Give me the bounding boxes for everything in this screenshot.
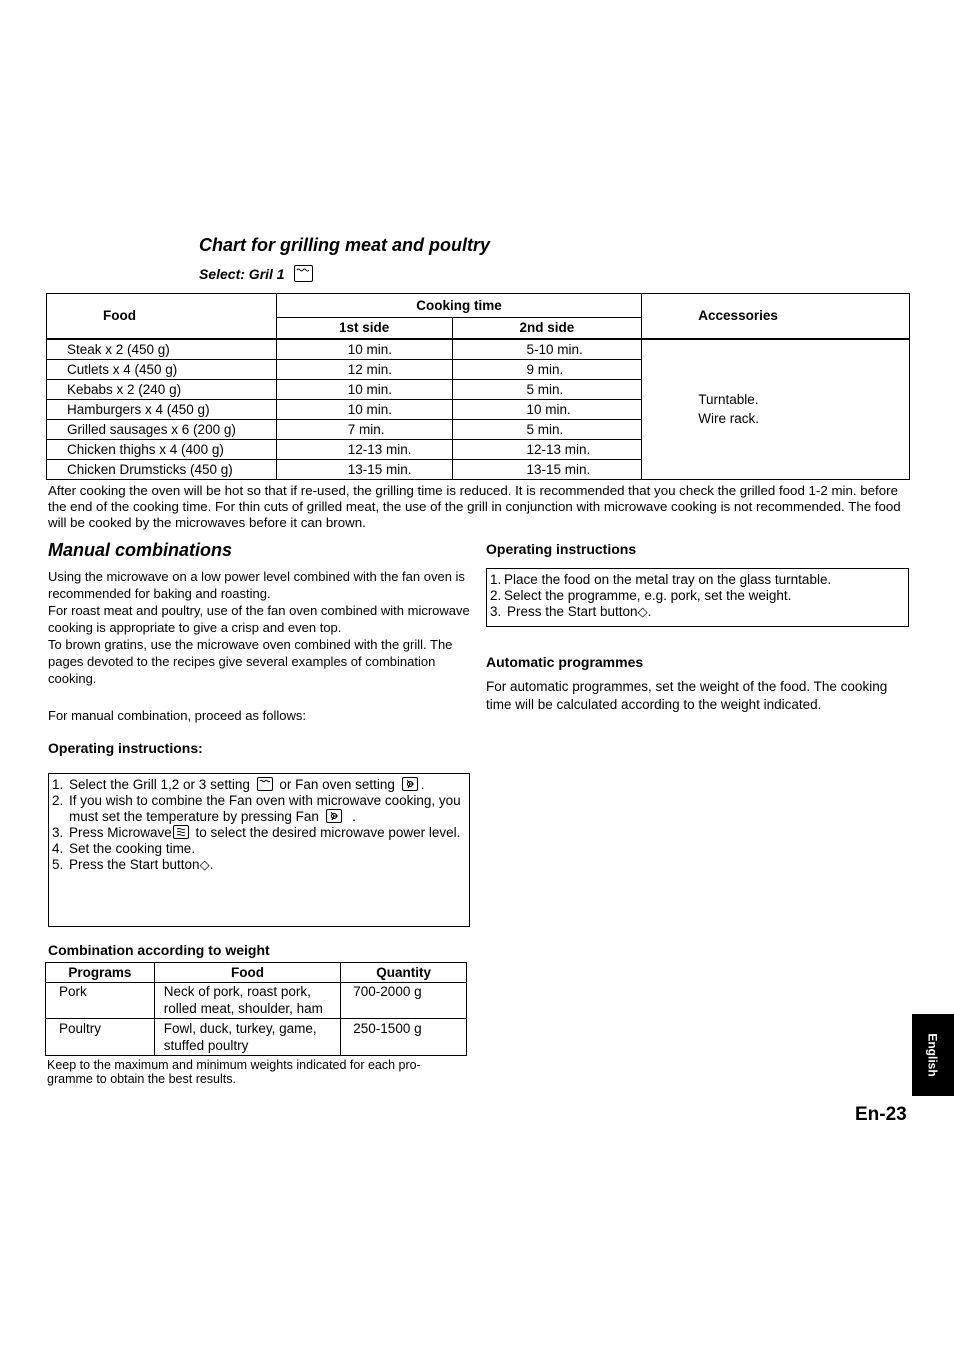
header-accessories: Accessories (642, 294, 910, 339)
food-cell: Chicken Drumsticks (450 g) (47, 459, 277, 479)
step-number: 2. (52, 793, 64, 808)
manual-paragraph: Using the microwave on a low power level combined with the fan oven is recommended for baking and roasting. (48, 569, 465, 601)
step-number: 2. (490, 588, 502, 603)
food-line: stuffed poultry (163, 1038, 249, 1053)
second-side-cell: 9 min. (452, 359, 642, 379)
combination-title: Combination according to weight (48, 942, 270, 958)
header-first-side: 1st side (276, 318, 452, 339)
food-line: rolled meat, shoulder, ham (163, 1001, 323, 1016)
step-text: . (352, 809, 356, 824)
second-side-cell: 12-13 min. (452, 439, 642, 459)
header-second-side: 2nd side (452, 318, 642, 339)
header-quantity: Quantity (341, 963, 467, 983)
grill-icon (294, 265, 313, 282)
header-food: Food (47, 294, 277, 339)
second-side-cell: 5-10 min. (452, 339, 642, 360)
first-side-cell: 7 min. (276, 419, 452, 439)
microwave-icon (173, 825, 189, 839)
grill-note: After cooking the oven will be hot so that if re-used, the grilling time is reduced. It is recommended that you check the grilled food 1-2 min. before the end of the cooking time. For thin cuts of grilled meat, the use of the grill in conjunction with microwave cooking is not recommended. The food will be cooked by the microwaves before it can brown. (48, 483, 901, 530)
page-number: En-23 (855, 1104, 907, 1125)
program-cell: Pork (46, 983, 155, 1019)
note-line: Keep to the maximum and minimum weights indicated for each pro- (47, 1058, 421, 1072)
manual-step (52, 793, 467, 825)
auto-programmes-title: Automatic programmes (486, 654, 644, 670)
start-icon: ◇ (637, 604, 648, 619)
step-number: 3. (490, 604, 502, 619)
manual-combinations-title: Manual combinations (48, 540, 233, 560)
food-line: Neck of pork, roast pork, (163, 984, 311, 999)
step-number: 1. (490, 572, 502, 587)
food-line: Fowl, duck, turkey, game, (163, 1021, 317, 1036)
manual-step (52, 841, 467, 857)
food-cell (154, 983, 340, 1019)
step-text: Press Microwave (69, 825, 172, 840)
step-text: Press the Start button (507, 604, 638, 619)
right-op-title: Operating instructions (486, 541, 637, 557)
step-text: . (209, 857, 214, 872)
note-line: gramme to obtain the best results. (47, 1072, 236, 1086)
first-side-cell: 10 min. (276, 339, 452, 360)
auto-programmes-text: For automatic programmes, set the weight of the food. The cooking time will be calculated according to the weight indicated. (486, 679, 888, 712)
step-text: Place the food on the metal tray on the glass turntable. (504, 572, 832, 587)
language-tab-label: English (926, 1033, 940, 1077)
second-side-cell: 5 min. (452, 419, 642, 439)
food-cell (154, 1019, 340, 1056)
food-cell: Chicken thighs x 4 (400 g) (47, 439, 277, 459)
quantity-cell: 700-2000 g (341, 983, 467, 1019)
first-side-cell: 10 min. (276, 379, 452, 399)
manual-paragraph: To brown gratins, use the microwave oven combined with the grill. The pages devoted to the recipes give several examples of combination cooking. (48, 637, 453, 686)
table-row (46, 1019, 467, 1056)
manual-steps-list (52, 777, 467, 873)
right-step (490, 572, 905, 588)
manual-steps-box (48, 773, 470, 927)
header-food: Food (154, 963, 340, 983)
food-cell: Grilled sausages x 6 (200 g) (47, 419, 277, 439)
first-side-cell: 10 min. (276, 399, 452, 419)
grill-table (46, 293, 910, 480)
start-icon: ◇ (199, 857, 210, 872)
language-tab (912, 1014, 954, 1096)
step-number: 3. (52, 825, 64, 840)
combination-table (45, 962, 467, 1056)
quantity-cell: 250-1500 g (341, 1019, 467, 1056)
right-step (490, 604, 905, 620)
fan-oven-icon (402, 777, 418, 791)
second-side-cell: 5 min. (452, 379, 642, 399)
accessory-turntable: Turntable. (698, 392, 759, 407)
step-text: Press the Start button (69, 857, 200, 872)
program-cell: Poultry (46, 1019, 155, 1056)
step-text: Select the programme, e.g. pork, set the weight. (504, 588, 792, 603)
step-text: . (420, 777, 425, 792)
step-text: to select the desired microwave power level. (195, 825, 461, 840)
table-row (46, 983, 467, 1019)
combination-note (47, 1058, 421, 1086)
right-steps-box (486, 568, 909, 627)
manual-step (52, 857, 467, 873)
table-row (47, 339, 910, 360)
second-side-cell: 10 min. (452, 399, 642, 419)
step-text: If you wish to combine the Fan oven with microwave cooking, you must set the temperature by pressing Fan (69, 793, 461, 824)
step-text: or Fan oven setting (279, 777, 395, 792)
right-step (490, 588, 905, 604)
food-cell: Hamburgers x 4 (450 g) (47, 399, 277, 419)
food-cell: Steak x 2 (450 g) (47, 339, 277, 360)
grill-select-label (199, 265, 316, 282)
accessory-wire-rack: Wire rack. (698, 411, 760, 426)
food-cell: Cutlets x 4 (450 g) (47, 359, 277, 379)
second-side-cell: 13-15 min. (452, 459, 642, 479)
manual-step (52, 777, 467, 793)
header-programs: Programs (46, 963, 155, 983)
manual-intro (48, 568, 470, 687)
step-text: . (647, 604, 652, 619)
accessories-cell (642, 339, 910, 480)
grill-chart-title: Chart for grilling meat and poultry (199, 235, 491, 255)
step-number: 1. (52, 777, 64, 792)
header-cooking-time: Cooking time (276, 294, 642, 318)
first-side-cell: 12 min. (276, 359, 452, 379)
right-steps-list (490, 572, 905, 620)
fan-icon (326, 809, 342, 823)
step-text: Set the cooking time. (69, 841, 196, 856)
first-side-cell: 12-13 min. (276, 439, 452, 459)
grill-icon (257, 777, 273, 791)
manual-paragraph: For roast meat and poultry, use of the fan oven combined with microwave cooking is appropriate to give a crisp and even top. (48, 603, 470, 635)
manual-step (52, 825, 467, 841)
select-label-text: Select: Gril 1 (199, 266, 285, 282)
manual-proceed: For manual combination, proceed as follows: (48, 708, 306, 723)
step-text: Select the Grill 1,2 or 3 setting (69, 777, 250, 792)
manual-op-title: Operating instructions: (48, 740, 203, 756)
step-number: 5. (52, 857, 64, 872)
first-side-cell: 13-15 min. (276, 459, 452, 479)
step-number: 4. (52, 841, 64, 856)
food-cell: Kebabs x 2 (240 g) (47, 379, 277, 399)
